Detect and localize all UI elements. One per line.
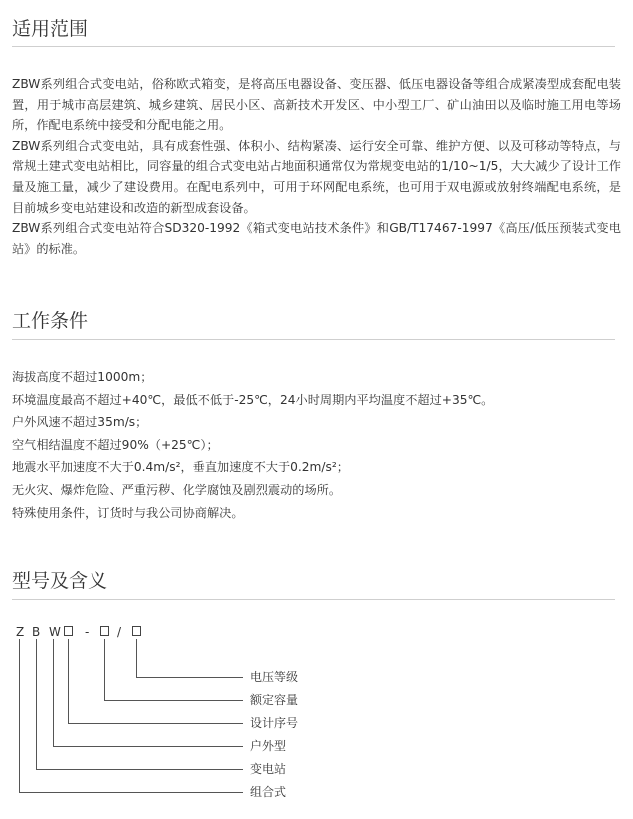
label-substation: 变电站 [250,762,287,776]
model-char-slash: / [117,625,122,639]
divider-conditions [12,339,615,340]
divider-scope [12,46,615,47]
divider-model [12,599,615,600]
section-title-conditions: 工作条件 [12,310,89,332]
scope-paragraph-1: ZBW系列组合式变电站，俗称欧式箱变，是将高压电器设备、变压器、低压电器设备等组合成紧凑型成套配电装置，用于城市高层建筑、城乡建筑、居民小区、高新技术开发区、中小型工厂、矿山油田以及临时施工用电等场所，作配电系统中接受和分配电能之用。 [12,77,621,133]
model-char-z: Z [16,625,25,639]
label-outdoor-type: 户外型 [250,739,287,753]
scope-paragraph-3: ZBW系列组合式变电站符合SD320-1992《箱式变电站技术条件》和GB/T17467-1997《高压/低压预装式变电站》的标准。 [12,221,621,256]
model-char-w: W [49,625,61,639]
model-box-design-no [64,626,73,636]
connector-combined [19,639,243,793]
model-box-voltage [132,626,141,636]
condition-wind: 户外风速不超过35m/s； [12,415,148,430]
model-char-b: B [32,625,41,639]
section-title-model: 型号及含义 [12,570,108,592]
condition-environment: 无火灾、爆炸危险、严重污秽、化学腐蚀及剧烈震动的场所。 [12,482,342,497]
model-box-capacity [100,626,109,636]
label-combined-type: 组合式 [250,785,287,799]
scope-paragraph-2: ZBW系列组合式变电站，具有成套性强、体积小、结构紧凑、运行安全可靠、维护方便、以及可移动等特点，与常规土建式变电站相比，同容量的组合式变电站占地面积通常仅为常规变电站的1/10~1/5，大大减少了设计工作量及施工量，减少了建设费用。在配电系列中，可用于环网配电系统，也可用于双电源或放射终端配电系统，是目前城乡变电站建设和改造的新型成套设备。 [12,138,621,215]
label-voltage-level: 电压等级 [250,670,299,684]
condition-altitude: 海拔高度不超过1000m； [12,370,153,384]
model-char-dash: - [85,625,90,639]
condition-seismic: 地震水平加速度不大于0.4m/s²，垂直加速度不大于0.2m/s²； [12,460,349,475]
label-rated-capacity: 额定容量 [250,693,299,707]
condition-temperature: 环境温度最高不超过+40℃，最低不低于-25℃，24小时周期内平均温度不超过+35℃。 [12,392,494,407]
conditions-list [12,366,621,524]
scope-text [12,74,621,259]
condition-humidity: 空气相结温度不超过90%（+25℃）； [12,437,219,452]
label-design-number: 设计序号 [250,716,299,730]
section-title-scope: 适用范围 [12,18,89,40]
condition-special: 特殊使用条件，订货时与我公司协商解决。 [12,505,244,520]
